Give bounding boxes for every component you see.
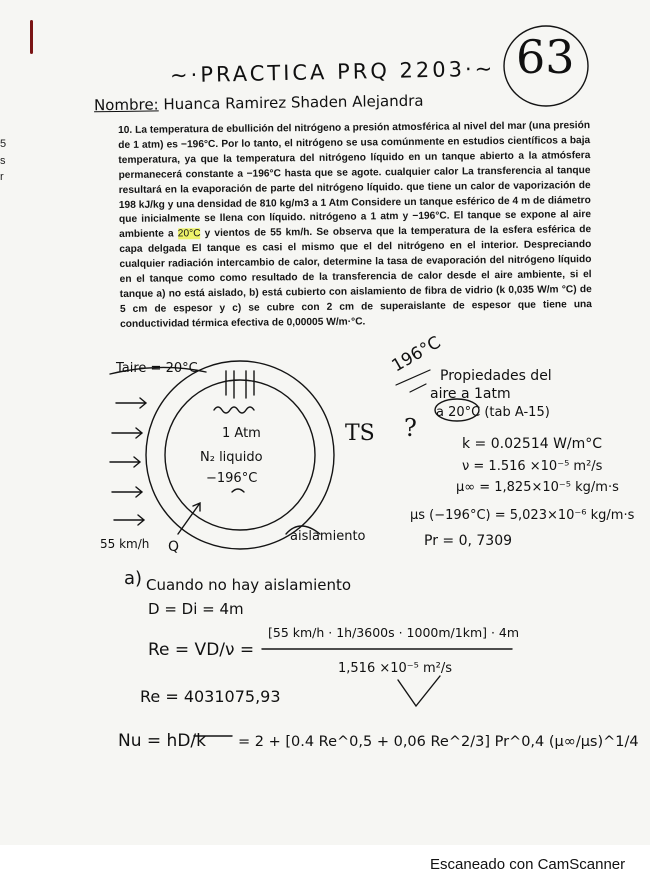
tank-vent [226, 371, 254, 398]
student-name: Huanca Ramirez Shaden Alejandra [163, 91, 424, 114]
re-result: Re = 4031075,93 [140, 687, 281, 706]
problem-text-2: y vientos de 55 km/h. Se observa que la temperatura de la esfera esférica de capa delgada El tanque es casi el mismo que el del nitrógeno en el interior. Despreciando cualquier radiación intercambio de calor, determine la tasa de evaporación del nitrógeno líquido en el tanque como como resultado de la transferencia de calor desde el aire ambiente, si el tanque a) no está aislado, b) está cubierto con aislamiento de fibra de vidrio (k 0,035 W/m °C) de 5 cm de espesor y c) se cubre con 2 cm de superaislante de espesor que tiene una conductividad térmica efectiva de 0,00005 W/m·°C. [119, 224, 592, 330]
prop-nu: ν = 1.516 ×10⁻⁵ m²/s [462, 459, 603, 474]
t196-scribble: 196°C [388, 332, 445, 377]
heat-label: Q [168, 539, 180, 555]
part-a-label: a) [124, 568, 143, 589]
liquid-mark [232, 489, 244, 492]
wind-arrow [114, 515, 144, 525]
tank-pressure: 1 Atm [222, 426, 261, 441]
ts-label: TS [345, 421, 375, 446]
nu-rhs: = 2 + [0.4 Re^0,5 + 0,06 Re^2/3] Pr^0,4 (μ∞/μs)^1/4 [238, 734, 639, 750]
properties-title-3: a 20°C (tab A-15) [436, 405, 550, 420]
properties-title-1: Propiedades del [440, 368, 552, 384]
part-a-text: Cuando no hay aislamiento [146, 576, 352, 594]
prop-pr: Pr = 0, 7309 [424, 533, 513, 549]
wind-speed: 55 km/h [100, 537, 150, 551]
heat-arrow [178, 503, 200, 534]
wind-arrow [112, 428, 142, 438]
prop-mus: μs (−196°C) = 5,023×10⁻⁶ kg/m·s [410, 508, 635, 523]
page-number: 63 [516, 30, 575, 84]
page-title: ~·PRACTICA PRQ 2203·~ [169, 56, 496, 88]
insulation-label: aislamiento [290, 529, 366, 544]
tank-temperature: −196°C [206, 471, 258, 486]
problem-text-1: 10. La temperatura de ebullición del nitrógeno a presión atmosférica al nivel del mar (una presión de 1 atm) es −196°C. Por lo tanto, el nitrógeno se usa comúnmente en estudios científicos a baja temperatura, ya que la temperatura del nitrógeno líquido en un tanque abierto a la atmósfera permanecerá constante a −196°C hasta que se agote. cualquier calor La transferencia al tanque resultará en la evaporación de parte del nitrógeno líquido. que tiene un calor de vaporización de 198 kJ/kg y una densidad de 810 kg/m3 a 1 Atm Considere un tanque esférico de 4 m de diámetro que inicialmente se llena con líquido. nitrógeno a 1 atm y −196°C. El tanque se expone al aire ambiente a [118, 120, 592, 241]
nu-lhs: Nu = hD/k [118, 731, 206, 751]
wind-arrow [112, 487, 142, 497]
margin-fragment: s [0, 155, 6, 167]
question-mark: ? [404, 414, 417, 442]
properties-title-2: aire a 1atm [430, 386, 511, 402]
re-numerator: [55 km/h · 1h/3600s · 1000m/1km] · 4m [268, 625, 520, 640]
tank-content: N₂ liquido [200, 450, 263, 465]
vapor-squiggle [214, 407, 254, 413]
highlighted-temperature: 20°C [177, 228, 201, 240]
margin-fragment: r [0, 171, 4, 183]
name-label: Nombre: [93, 95, 159, 115]
prop-mu: μ∞ = 1,825×10⁻⁵ kg/m·s [456, 480, 619, 495]
number-circle [504, 26, 588, 106]
re-lhs: Re = VD/ν = [148, 640, 255, 660]
prop-k: k = 0.02514 W/m°C [462, 436, 603, 452]
check-mark [398, 676, 440, 706]
wind-arrow [110, 457, 140, 467]
margin-fragment: 5 [0, 138, 7, 150]
t-air-label: Taire = 20°C [116, 361, 198, 376]
wind-arrow [116, 398, 146, 408]
re-denominator: 1,516 ×10⁻⁵ m²/s [338, 661, 453, 676]
scanner-watermark: Escaneado con CamScanner [430, 856, 626, 873]
diameter-equation: D = Di = 4m [148, 600, 244, 618]
